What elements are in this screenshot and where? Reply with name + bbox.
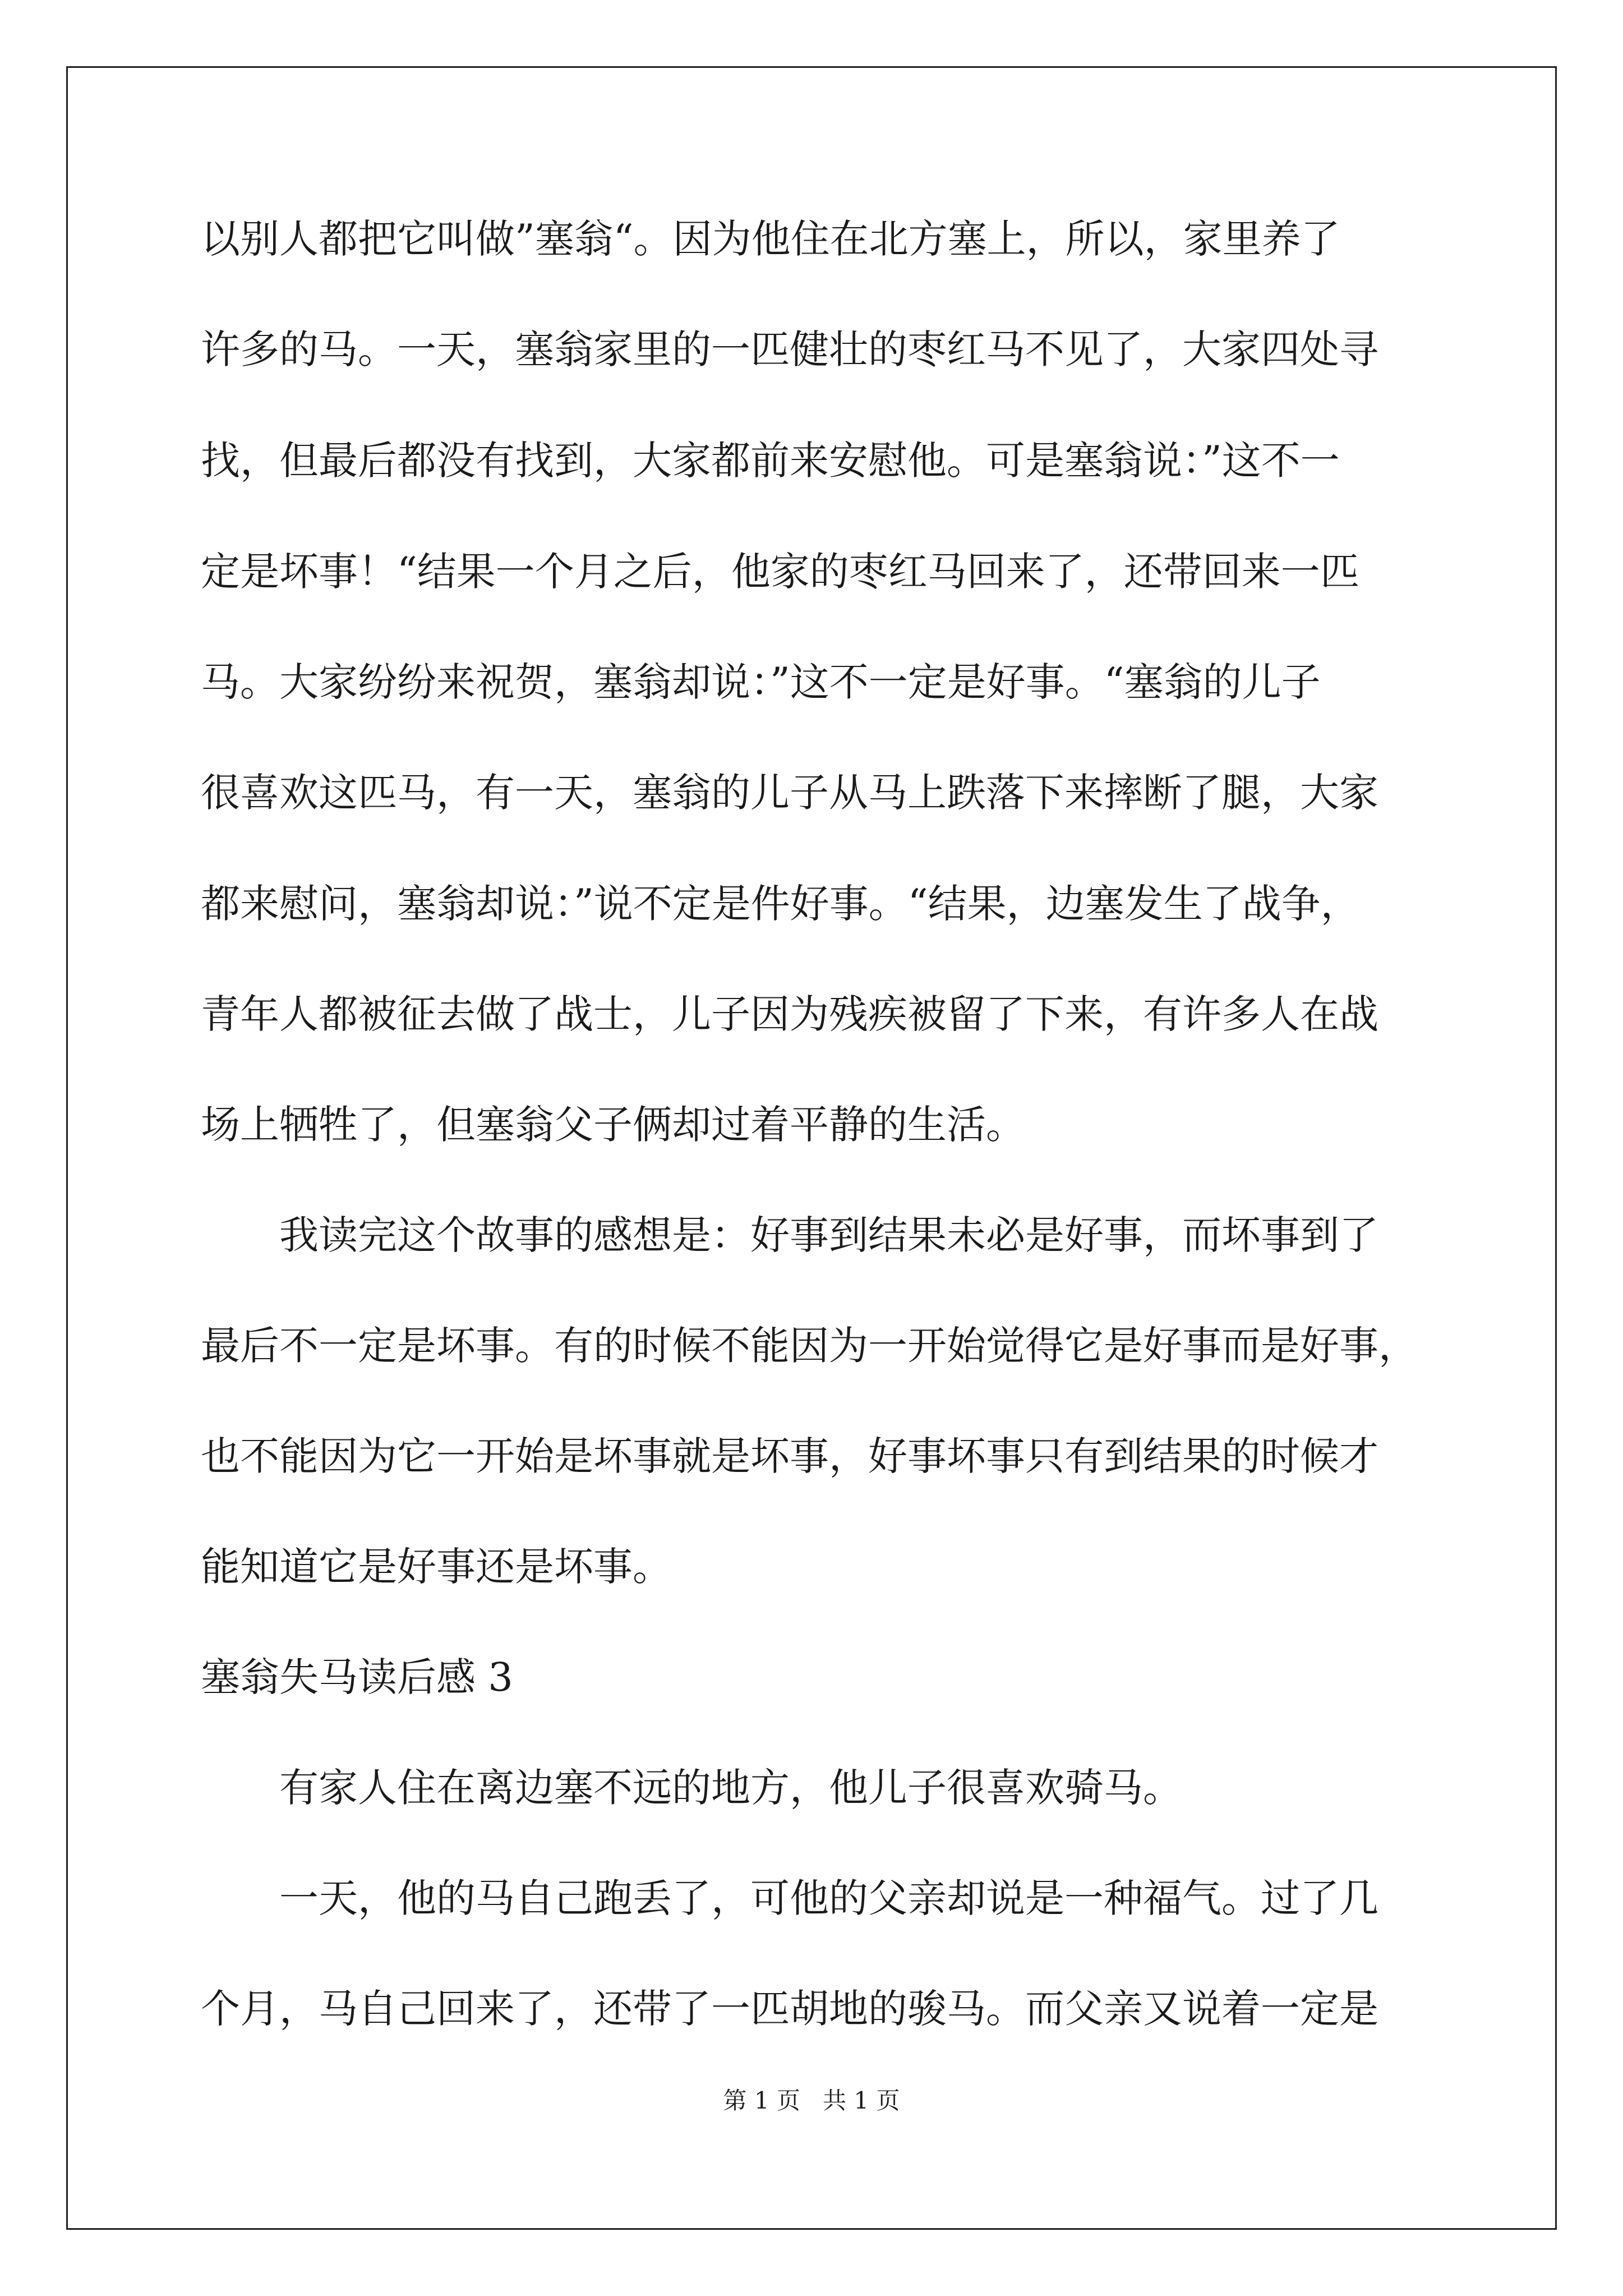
text-line: 很喜欢这匹马，有一天，塞翁的儿子从马上跌落下来摔断了腿，大家 (201, 770, 1378, 816)
text-line: 都来慰问，塞翁却说：”说不定是件好事。“结果，边塞发生了战争， (201, 881, 1360, 927)
text-line: 以别人都把它叫做”塞翁“。因为他住在北方塞上，所以，家里养了 (201, 216, 1340, 262)
text-line: 马。大家纷纷来祝贺，塞翁却说：”这不一定是好事。“塞翁的儿子 (201, 659, 1321, 705)
text-line: 也不能因为它一开始是坏事就是坏事，好事坏事只有到结果的时候才 (201, 1433, 1378, 1479)
text-line: 定是坏事！“结果一个月之后，他家的枣红马回来了，还带回来一匹 (201, 549, 1359, 595)
paragraph-first-line: 有家人住在离边塞不远的地方，他儿子很喜欢骑马。 (279, 1765, 1182, 1811)
text-line: 能知道它是好事还是坏事。 (201, 1544, 672, 1590)
text-line: 最后不一定是坏事。有的时候不能因为一开始觉得它是好事而是好事， (201, 1323, 1418, 1369)
page-number: 第 1 页 共 1 页 (723, 2087, 900, 2114)
paragraph-first-line: 我读完这个故事的感想是：好事到结果未必是好事，而坏事到了 (279, 1212, 1378, 1258)
text-line: 找，但最后都没有找到，大家都前来安慰他。可是塞翁说：”这不一 (201, 438, 1340, 484)
text-line: 许多的马。一天，塞翁家里的一匹健壮的枣红马不见了，大家四处寻 (201, 326, 1378, 372)
section-heading: 塞翁失马读后感 3 (201, 1654, 513, 1700)
text-line: 场上牺牲了，但塞翁父子俩却过着平静的生活。 (201, 1102, 1025, 1148)
text-line: 青年人都被征去做了战士，儿子因为残疾被留了下来，有许多人在战 (201, 991, 1378, 1037)
paragraph-first-line: 一天，他的马自己跑丢了，可他的父亲却说是一种福气。过了几 (279, 1875, 1378, 1921)
text-line: 个月，马自己回来了，还带了一匹胡地的骏马。而父亲又说着一定是 (201, 1986, 1378, 2032)
